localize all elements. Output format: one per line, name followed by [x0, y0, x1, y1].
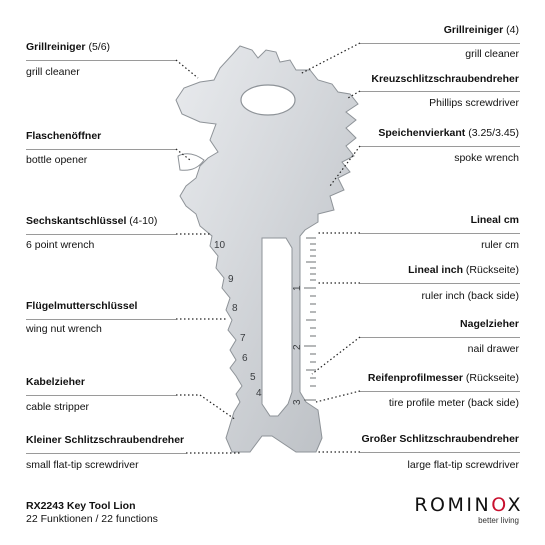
label-en: cable stripper: [26, 401, 90, 413]
label-de: Großer Schlitzschraubendreher: [361, 433, 519, 445]
label-en: spoke wrench: [454, 152, 519, 164]
label-de-suffix: (Rückseite): [462, 264, 519, 276]
label-de: Reifenprofilmesser: [367, 372, 463, 384]
inch-mark-1: 1: [292, 285, 303, 291]
inch-mark-3: 3: [292, 399, 303, 405]
wrench-size-9: 9: [228, 274, 234, 285]
product-subtitle: 22 Funktionen / 22 functions: [26, 513, 158, 525]
label-en: grill cleaner: [465, 48, 519, 60]
label-de: Kreuzschlitzschraubendreher: [371, 73, 519, 85]
label-de: Speichenvierkant: [378, 127, 466, 139]
inch-mark-2: 2: [292, 344, 303, 350]
brand-name-part1: ROMIN: [414, 494, 492, 516]
brand-tagline: better living: [478, 516, 519, 525]
brand-name-o: O: [491, 494, 508, 516]
label-de: Lineal cm: [470, 214, 519, 226]
ruler-cm-ticks: [304, 238, 316, 400]
wrench-size-4: 4: [256, 388, 262, 399]
wrench-size-6: 6: [242, 353, 248, 364]
label-en: ruler inch (back side): [421, 290, 519, 302]
label-en: 6 point wrench: [26, 239, 95, 251]
label-en: large flat-tip screwdriver: [407, 459, 519, 471]
label-de: Grillreiniger: [26, 41, 86, 53]
leader-cable: [176, 395, 236, 420]
label-de: Lineal inch: [408, 264, 463, 276]
label-de: Kleiner Schlitzschraubendreher: [26, 434, 185, 446]
leader-grill-left: [176, 60, 198, 78]
label-en: ruler cm: [481, 239, 519, 251]
center-slot: [262, 238, 292, 416]
label-de: Flaschenöffner: [26, 130, 102, 142]
label-de: Kabelzieher: [26, 376, 85, 388]
label-en: wing nut wrench: [26, 323, 102, 335]
brand-logo: [414, 494, 523, 516]
leader-tire: [316, 391, 360, 402]
label-de-suffix: (Rückseite): [462, 372, 519, 384]
wrench-size-8: 8: [232, 303, 238, 314]
grill-hole: [241, 85, 295, 115]
product-title: RX2243 Key Tool Lion: [26, 500, 136, 512]
label-en: grill cleaner: [26, 66, 80, 78]
label-de: Grillreiniger: [443, 24, 504, 36]
wrench-size-7: 7: [240, 333, 246, 344]
label-de-suffix: (4-10): [126, 215, 158, 227]
wrench-size-5: 5: [250, 372, 256, 383]
leader-grill-right: [300, 43, 360, 74]
label-de: Flügelmutterschlüssel: [26, 300, 138, 312]
brand-name-part2: X: [507, 494, 523, 516]
label-de: Nagelzieher: [460, 318, 519, 330]
label-de-suffix: (4): [503, 24, 519, 36]
label-en: Phillips screwdriver: [429, 97, 519, 109]
label-en: nail drawer: [467, 343, 519, 355]
label-en: tire profile meter (back side): [388, 397, 519, 409]
label-de-suffix: (5/6): [85, 41, 111, 53]
label-en: bottle opener: [26, 154, 88, 166]
label-de-suffix: (3.25/3.45): [465, 127, 519, 139]
label-en: small flat-tip screwdriver: [26, 459, 139, 471]
wrench-size-10: 10: [214, 240, 226, 251]
label-de: Sechskantschlüssel: [26, 215, 127, 227]
leader-nail: [312, 337, 360, 374]
